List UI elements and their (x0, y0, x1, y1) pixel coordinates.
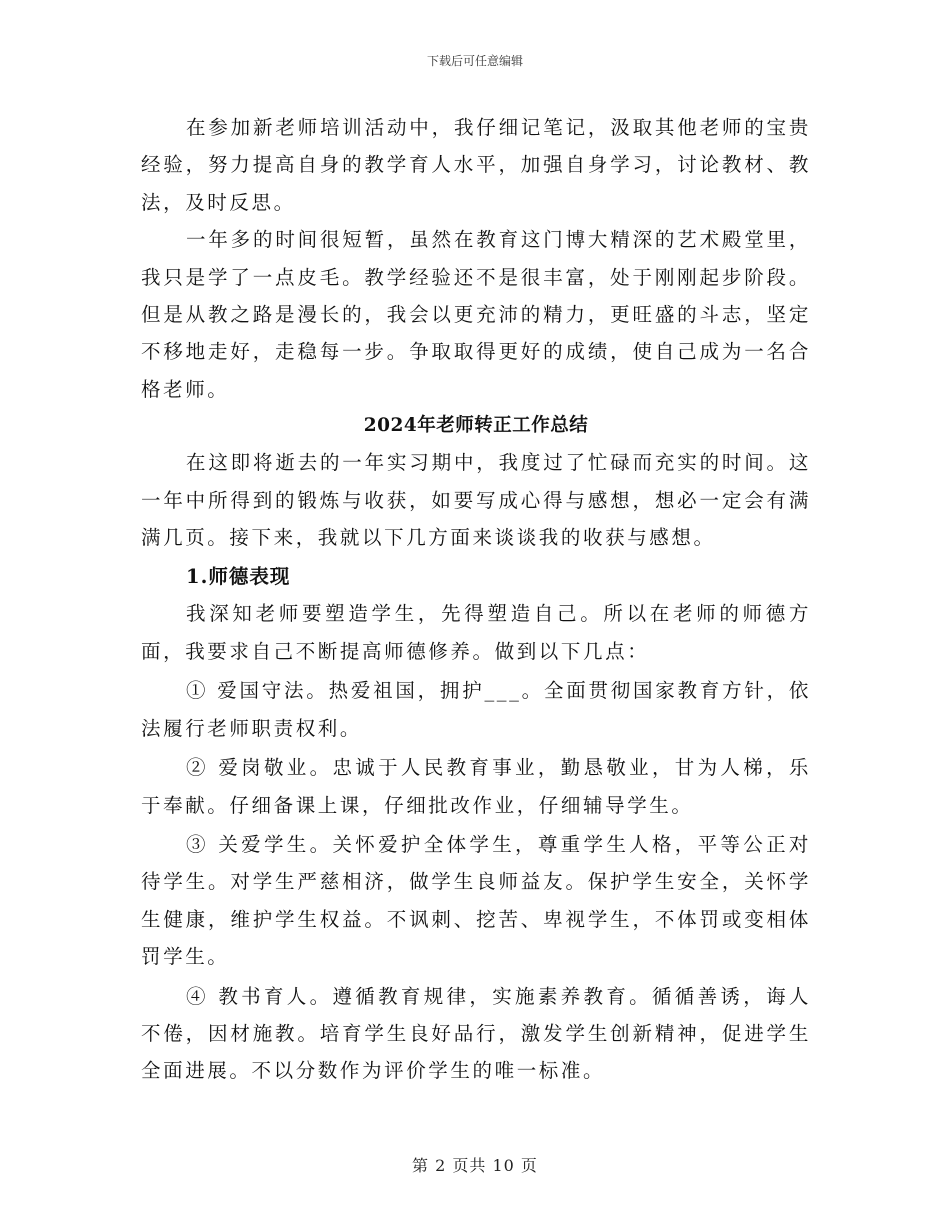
list-item-care: ③ 关爱学生。关怀爱护全体学生，尊重学生人格，平等公正对待学生。对学生严慈相济，做学生良师益友。保护学生安全，关怀学生健康，维护学生权益。不讽刺、挖苦、卑视学生，不体罚或变相体罚学生。 (141, 832, 811, 969)
paragraph-training: 在参加新老师培训活动中，我仔细记笔记，汲取其他老师的宝贵经验，努力提高自身的教学育人水平，加强自身学习，讨论教材、教法，及时反思。 (141, 116, 811, 214)
list-item-dedication: ② 爱岗敬业。忠诚于人民教育事业，勤恳敬业，甘为人梯，乐于奉献。仔细备课上课，仔细批改作业，仔细辅导学生。 (141, 756, 811, 817)
paragraph-ethics: 我深知老师要塑造学生，先得塑造自己。所以在老师的师德方面，我要求自己不断提高师德修养。做到以下几点： (141, 602, 811, 663)
sub-heading-ethics: 1.师德表现 (186, 565, 291, 589)
list-item-patriotism: ① 爱国守法。热爱祖国，拥护___。全面贯彻国家教育方针，依法履行老师职责权利。 (141, 679, 811, 740)
page-number: 第 2 页共 10 页 (412, 1156, 538, 1175)
page-header-note: 下载后可任意编辑 (426, 54, 523, 68)
paragraph-intro: 在这即将逝去的一年实习期中，我度过了忙碌而充实的时间。这一年中所得到的锻炼与收获，如要写成心得与感想，想必一定会有满满几页。接下来，我就以下几方面来谈谈我的收获与感想。 (141, 451, 811, 550)
paragraph-reflection: 一年多的时间很短暂，虽然在教育这门博大精深的艺术殿堂里，我只是学了一点皮毛。教学经验还不是很丰富，处于刚刚起步阶段。但是从教之路是漫长的，我会以更充沛的精力，更旺盛的斗志，坚定不移地走好，走稳每一步。争取取得更好的成绩，使自己成为一名合格老师。 (141, 228, 811, 401)
document-body (141, 109, 811, 1090)
list-item-teaching: ④ 教书育人。遵循教育规律，实施素养教育。循循善诱，诲人不倦，因材施教。培育学生良好品行，激发学生创新精神，促进学生全面进展。不以分数作为评价学生的唯一标准。 (141, 984, 811, 1083)
section-title: 2024年老师转正工作总结 (363, 415, 589, 437)
